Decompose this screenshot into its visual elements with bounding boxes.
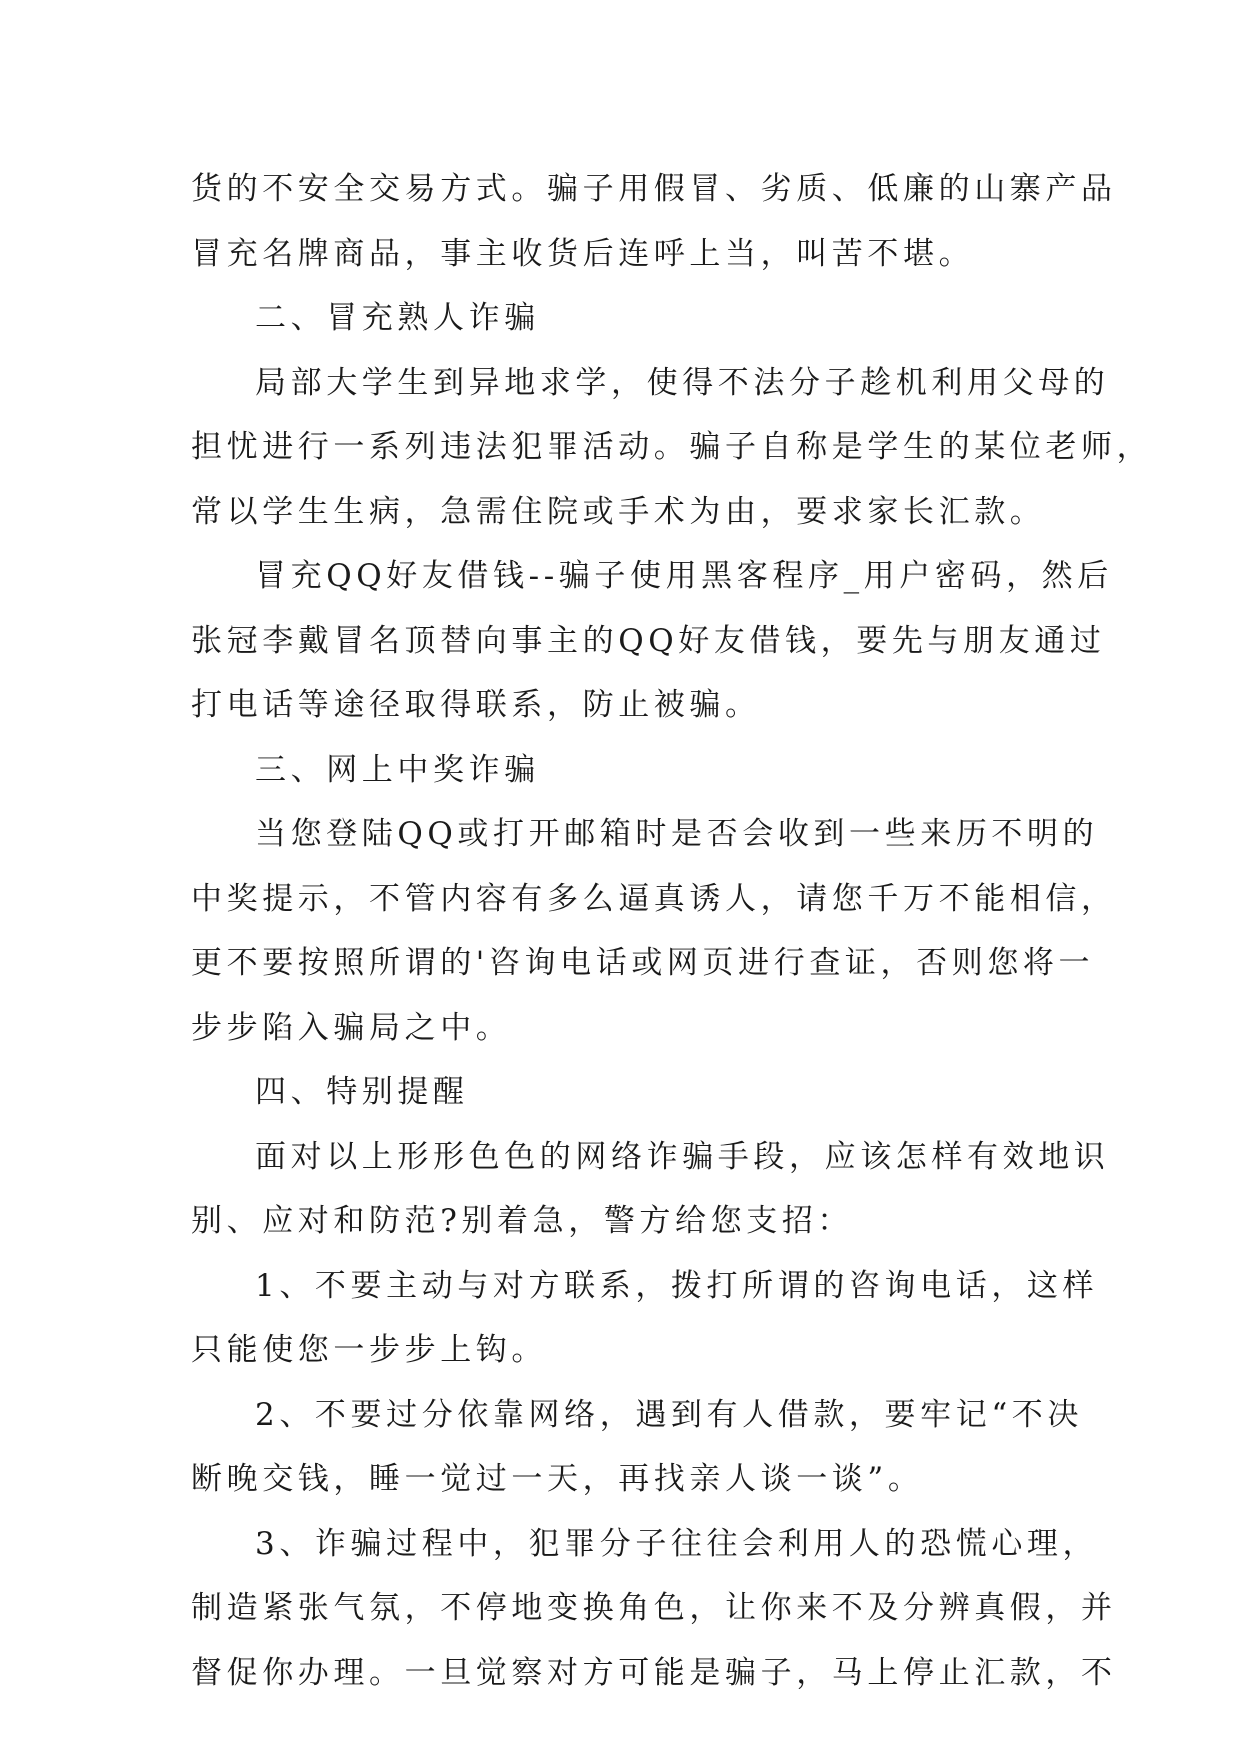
text-line: 更不要按照所谓的'咨询电话或网页进行查证，否则您将一 bbox=[191, 945, 1095, 981]
text-line: 货的不安全交易方式。骗子用假冒、劣质、低廉的山寨产品 bbox=[191, 171, 1117, 207]
list-item: 1、不要主动与对方联系，拨打所谓的咨询电话，这样 bbox=[255, 1267, 1099, 1304]
text-line: 当您登陆QQ或打开邮箱时是否会收到一些来历不明的 bbox=[255, 816, 1099, 852]
document-body bbox=[191, 157, 1153, 1705]
section-heading: 三、网上中奖诈骗 bbox=[255, 751, 540, 788]
text-line: 督促你办理。一旦觉察对方可能是骗子，马上停止汇款，不 bbox=[191, 1654, 1117, 1691]
section-heading: 四、特别提醒 bbox=[255, 1074, 469, 1110]
text-line: 打电话等途径取得联系，防止被骗。 bbox=[191, 687, 761, 723]
text-line: 冒充名牌商品，事主收货后连呼上当，叫苦不堪。 bbox=[191, 235, 975, 272]
text-line: 担忧进行一系列违法犯罪活动。骗子自称是学生的某位老师， bbox=[191, 429, 1153, 465]
text-line: 冒充QQ好友借钱--骗子使用黑客程序_用户密码，然后 bbox=[255, 558, 1113, 594]
list-item: 3、诈骗过程中，犯罪分子往往会利用人的恐慌心理， bbox=[255, 1525, 1099, 1562]
text-line: 张冠李戴冒名顶替向事主的QQ好友借钱，要先与朋友通过 bbox=[191, 622, 1106, 659]
section-heading: 二、冒充熟人诈骗 bbox=[255, 300, 540, 336]
text-line: 局部大学生到异地求学，使得不法分子趁机利用父母的 bbox=[255, 364, 1110, 401]
text-line: 面对以上形形色色的网络诈骗手段，应该怎样有效地识 bbox=[255, 1138, 1110, 1175]
text-line: 只能使您一步步上钩。 bbox=[191, 1332, 547, 1368]
text-line: 别、应对和防范?别着急，警方给您支招： bbox=[191, 1203, 854, 1239]
text-line: 常以学生生病，急需住院或手术为由，要求家长汇款。 bbox=[191, 493, 1046, 530]
text-line: 中奖提示，不管内容有多么逼真诱人，请您千万不能相信， bbox=[191, 880, 1117, 917]
text-line: 步步陷入骗局之中。 bbox=[191, 1009, 512, 1046]
text-line: 断晚交钱，睡一觉过一天，再找亲人谈一谈”。 bbox=[191, 1461, 924, 1497]
list-item: 2、不要过分依靠网络，遇到有人借款，要牢记“不决 bbox=[255, 1396, 1083, 1433]
text-line: 制造紧张气氛，不停地变换角色，让你来不及分辨真假，并 bbox=[191, 1590, 1117, 1626]
